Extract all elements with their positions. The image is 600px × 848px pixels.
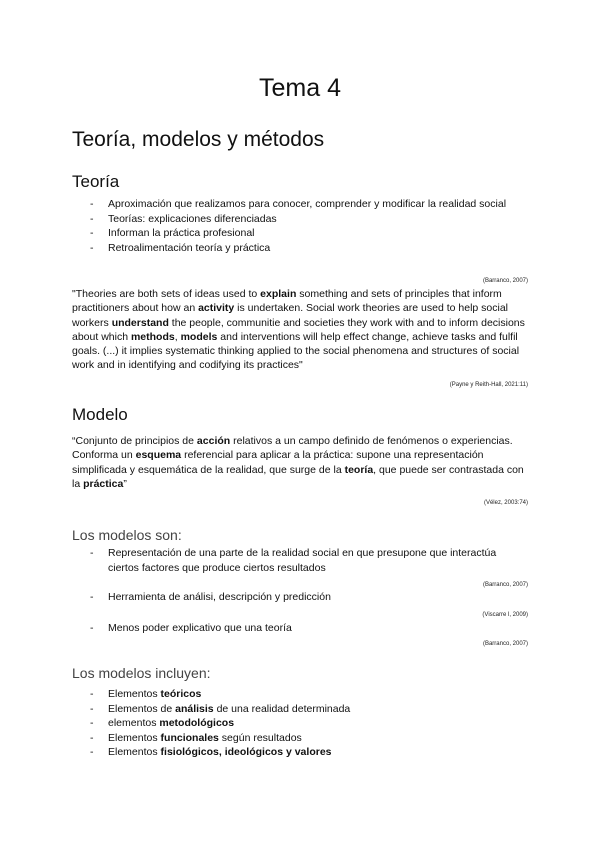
teoria-quote: "Theories are both sets of ideas used to explain something and sets of principles that inform practitioners about how an activity is undertaken. Social work theories are used to help social workers understand the people, communitie and societies they work with and to inform decisions about which methods, models and interventions will help effect change, achieve tasks and fulfil goals. (...) it implies systematic thinking applied to the social phenomena and structures of social work and in identifying and codifying its practices" bbox=[72, 288, 525, 372]
modelos-son-list bbox=[90, 621, 520, 636]
list-item: - Elementos teóricos bbox=[90, 687, 520, 702]
citation: (Barranco, 2007) bbox=[482, 278, 528, 284]
list-item: - Informan la práctica profesional bbox=[90, 226, 520, 241]
list-item: - Teorías: explicaciones diferenciadas bbox=[90, 212, 520, 227]
page-subtitle: Teoría, modelos y métodos bbox=[72, 128, 325, 151]
citation: (Payne y Reith-Hall, 2021:11) bbox=[449, 382, 528, 388]
list-item: - elementos metodológicos bbox=[90, 716, 520, 731]
teoria-heading: Teoría bbox=[72, 172, 120, 191]
teoria-list bbox=[90, 197, 520, 255]
modelos-son-list bbox=[90, 590, 520, 605]
citation: (Barranco, 2007) bbox=[482, 641, 528, 647]
list-item: - Retroalimentación teoría y práctica bbox=[90, 241, 520, 256]
modelos-incluyen-heading: Los modelos incluyen: bbox=[72, 665, 211, 681]
list-item: - Menos poder explicativo que una teoría bbox=[90, 621, 520, 636]
list-item: - Elementos funcionales según resultados bbox=[90, 731, 520, 746]
list-item: - Elementos fisiológicos, ideológicos y valores bbox=[90, 745, 520, 760]
citation: (Vélez, 2003:74) bbox=[483, 500, 528, 506]
list-item: - Aproximación que realizamos para conocer, comprender y modificar la realidad social bbox=[90, 197, 520, 212]
modelos-son-list bbox=[90, 546, 520, 575]
modelo-heading: Modelo bbox=[72, 405, 128, 424]
modelos-son-heading: Los modelos son: bbox=[72, 527, 182, 543]
list-item: - Elementos de análisis de una realidad determinada bbox=[90, 702, 520, 717]
list-item: - Representación de una parte de la realidad social en que presupone que interactúa ciertos factores que produce ciertos resultados bbox=[90, 546, 520, 575]
modelo-quote: “Conjunto de principios de acción relativos a un campo definido de fenómenos o experiencias. Conforma un esquema referencial para aplicar a la práctica: supone una representación simplificada y esquemática de la realidad, que surge de la teoría, que puede ser contrastada con la práctica” bbox=[72, 435, 524, 490]
citation: (Barranco, 2007) bbox=[482, 582, 528, 588]
list-item: - Herramienta de análisi, descripción y predicción bbox=[90, 590, 520, 605]
citation: (Viscarre l, 2009) bbox=[482, 612, 528, 618]
page-title: Tema 4 bbox=[259, 74, 341, 102]
modelos-incluyen-list bbox=[90, 687, 520, 760]
